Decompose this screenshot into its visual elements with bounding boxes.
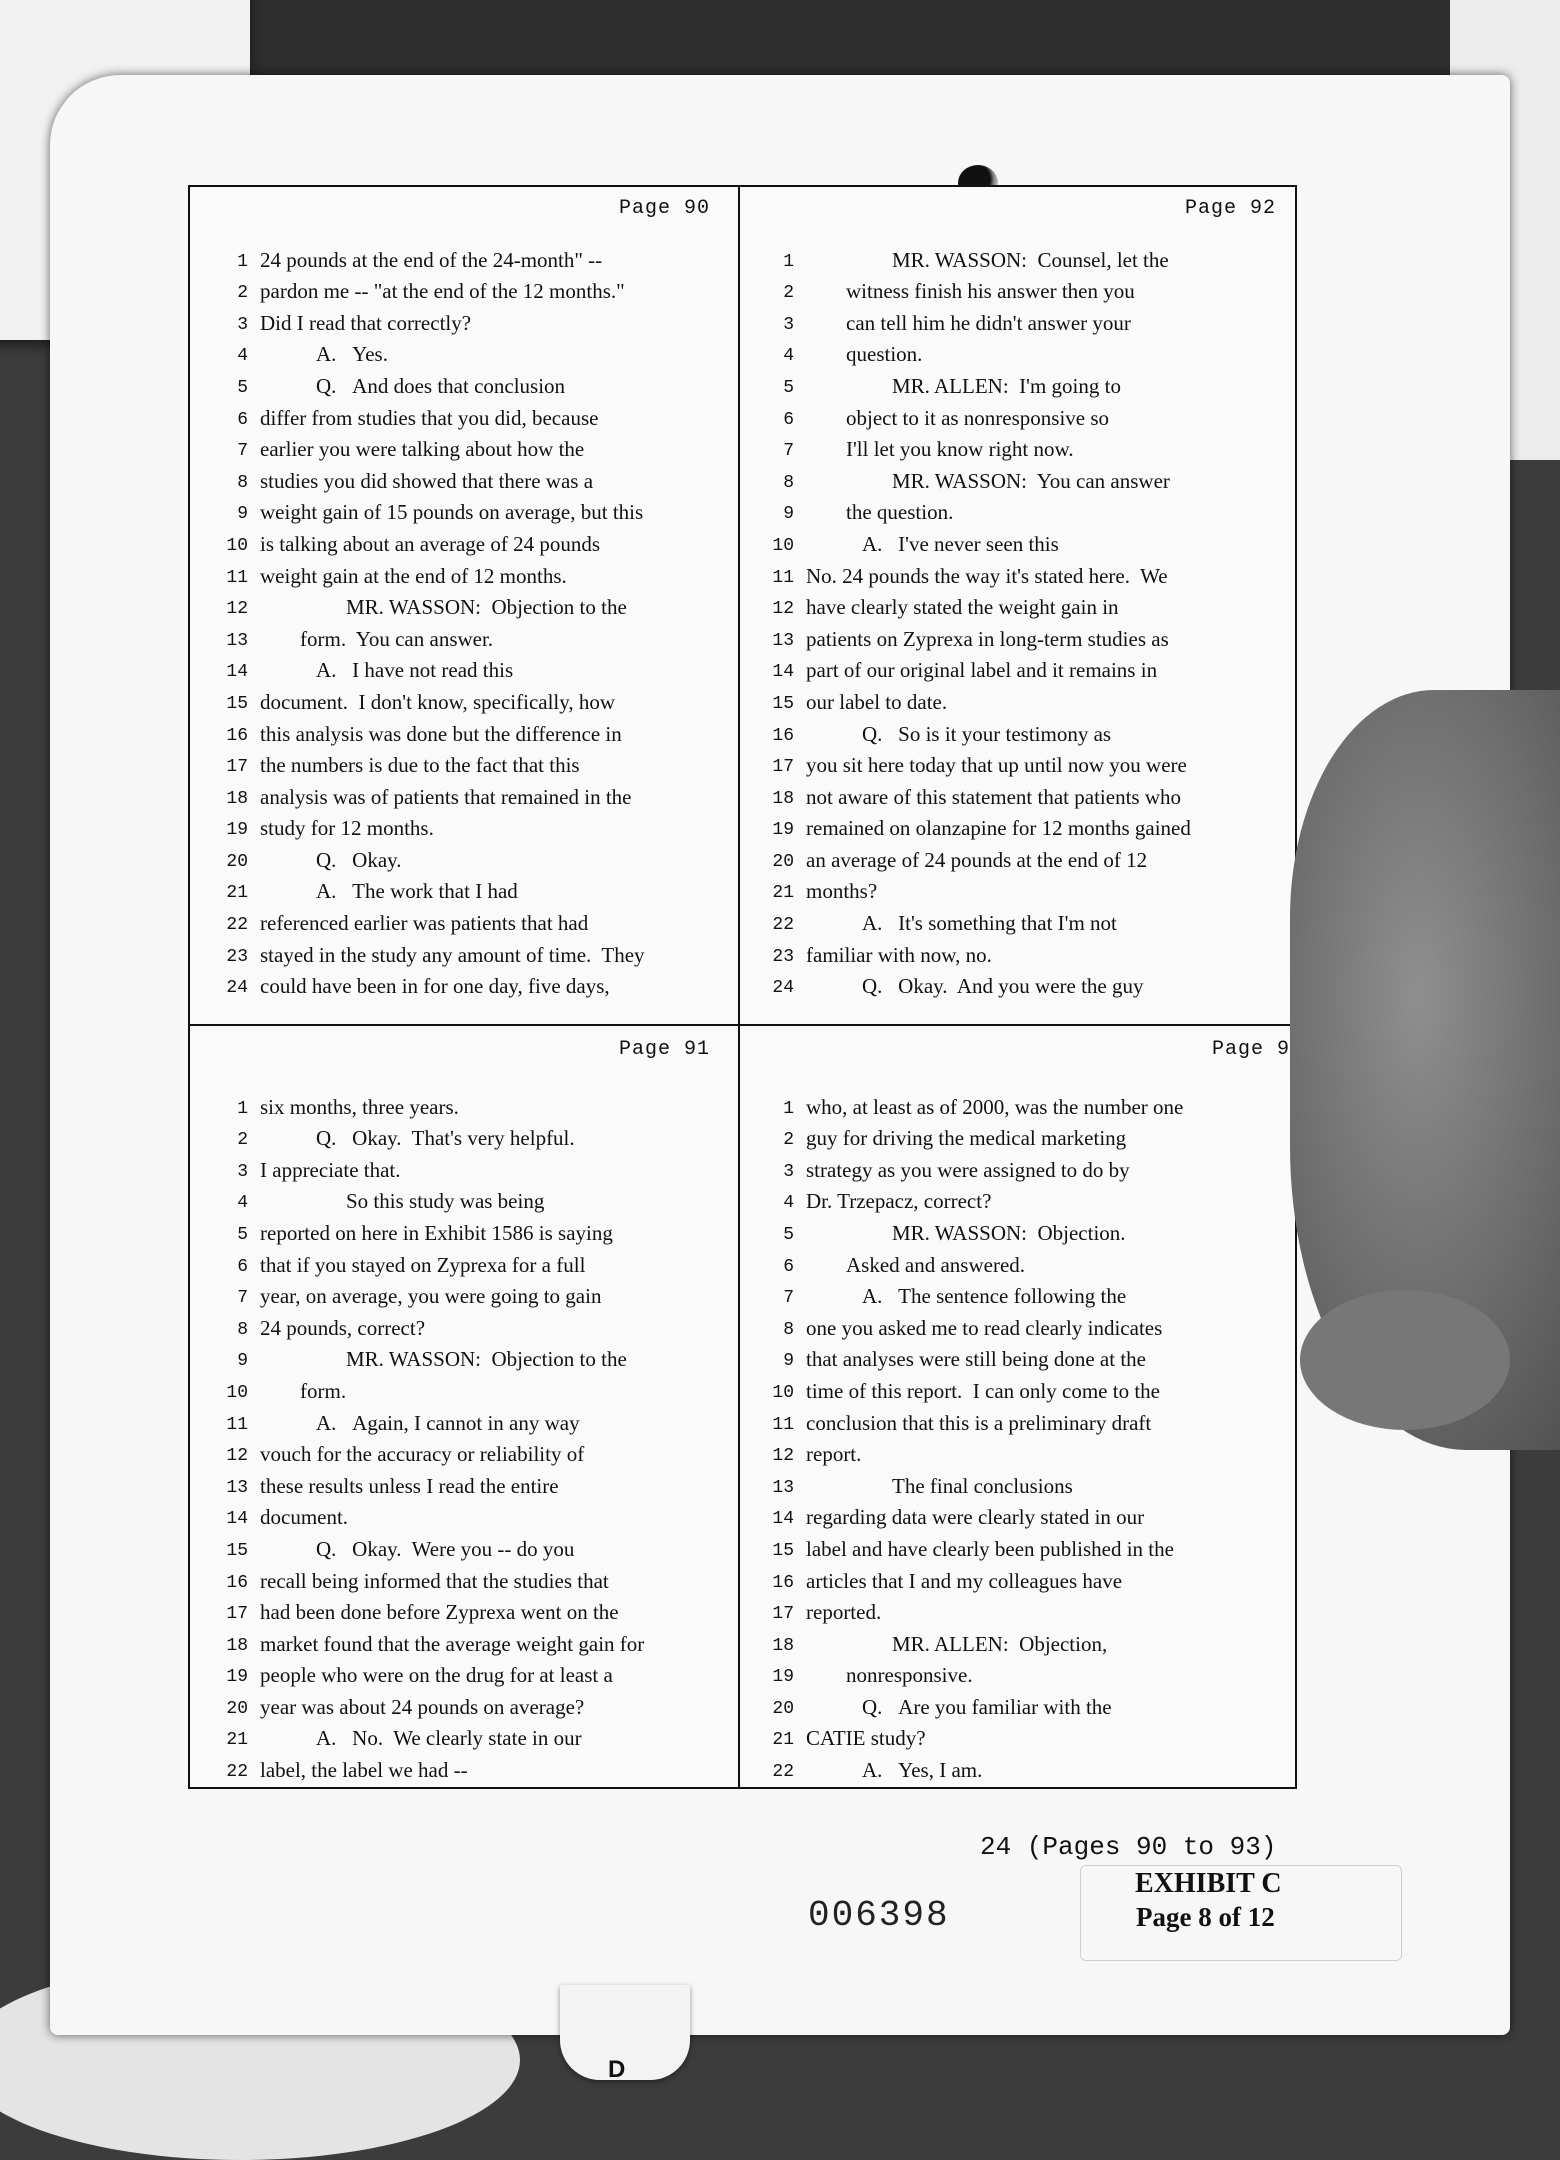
line-text: study for 12 months. <box>260 816 434 841</box>
transcript-line <box>204 1718 724 1750</box>
line-number: 7 <box>783 1288 794 1309</box>
line-text: Q. Are you familiar with the <box>862 1694 1112 1719</box>
line-text: A. No. We clearly state in our <box>316 1726 582 1751</box>
line-number: 8 <box>237 1319 248 1340</box>
line-text: this analysis was done but the difference in <box>260 721 622 746</box>
transcript-line <box>204 492 724 524</box>
line-number: 14 <box>772 1509 794 1530</box>
line-number: 1 <box>237 1098 248 1119</box>
transcript-line <box>750 934 1290 966</box>
line-text: Q. Okay. Were you -- do you <box>316 1536 575 1561</box>
transcript-line <box>204 871 724 903</box>
line-text: can tell him he didn't answer your <box>846 310 1131 335</box>
line-text: 24 pounds, correct? <box>260 1315 426 1340</box>
line-number: 22 <box>772 1762 794 1783</box>
transcript-line <box>750 302 1290 334</box>
line-text: So this study was being <box>346 1189 545 1214</box>
transcript-line <box>750 429 1290 461</box>
transcript-line <box>750 523 1290 555</box>
line-number: 22 <box>226 915 248 936</box>
line-text: MR. WASSON: You can answer <box>892 468 1170 493</box>
transcript-line <box>750 1781 1290 1785</box>
line-number: 13 <box>772 630 794 651</box>
line-text: had been done before Zyprexa went on the <box>260 1600 619 1625</box>
line-number: 4 <box>783 1193 794 1214</box>
line-number: 6 <box>783 409 794 430</box>
line-text: I'll let you know right now. <box>846 437 1074 462</box>
line-number: 7 <box>237 441 248 462</box>
line-number: 15 <box>226 1540 248 1561</box>
transcript-line <box>750 334 1290 366</box>
line-number: 14 <box>226 1509 248 1530</box>
transcript-line <box>204 1592 724 1624</box>
transcript-line <box>204 618 724 650</box>
line-number: 12 <box>772 599 794 620</box>
transcript-line <box>750 618 1290 650</box>
line-number: 21 <box>772 1730 794 1751</box>
line-number: 13 <box>772 1477 794 1498</box>
line-text: A. The sentence following the <box>862 1284 1127 1309</box>
line-number: 9 <box>783 504 794 525</box>
transcript-line <box>204 839 724 871</box>
transcript-line <box>750 776 1290 808</box>
line-text: weight gain of 15 pounds on average, but this <box>260 500 644 525</box>
line-number: 11 <box>226 1414 248 1435</box>
line-number: 24 <box>226 978 248 999</box>
line-text: 24 pounds at the end of the 24-month" -- <box>260 247 603 272</box>
transcript-line <box>750 745 1290 777</box>
line-text: A. It's something that I'm not <box>862 911 1117 936</box>
line-number: 15 <box>772 1540 794 1561</box>
line-text: earlier you were talking about how the <box>260 437 585 462</box>
transcript-lines <box>750 239 1290 997</box>
line-number: 19 <box>226 820 248 841</box>
transcript-line <box>750 839 1290 871</box>
transcript-line <box>204 1497 724 1529</box>
line-text: our label to date. <box>806 689 948 714</box>
line-text: pardon me -- "at the end of the 12 months." <box>260 279 625 304</box>
transcript-page-93 <box>750 1028 1290 1785</box>
transcript-line <box>204 713 724 745</box>
transcript-lines <box>204 1086 724 1785</box>
line-number: 21 <box>772 883 794 904</box>
transcript-line <box>204 1086 724 1118</box>
transcript-lines <box>204 239 724 997</box>
line-text: part of our original label and it remains in <box>806 658 1158 683</box>
line-number: 20 <box>772 851 794 872</box>
line-text: Q. So is it your testimony as <box>862 721 1112 746</box>
line-text: label, the label we had -- <box>260 1758 468 1783</box>
transcript-lines <box>750 1086 1290 1785</box>
line-text: form. <box>300 1378 347 1403</box>
line-number: 22 <box>772 915 794 936</box>
line-number: 21 <box>226 1730 248 1751</box>
line-text: have clearly stated the weight gain in <box>806 595 1119 620</box>
transcript-line <box>204 1560 724 1592</box>
hand-knuckle <box>1300 1290 1510 1430</box>
line-text: MR. ALLEN: Objection, <box>892 1631 1108 1656</box>
line-number: 22 <box>226 1762 248 1783</box>
line-number: 24 <box>772 978 794 999</box>
transcript-page-91 <box>204 1028 724 1785</box>
line-text: year, on average, you were going to gain <box>260 1284 602 1309</box>
transcript-line <box>204 1655 724 1687</box>
line-text: regarding data were clearly stated in our <box>806 1505 1145 1530</box>
line-text: the numbers is due to the fact that this <box>260 753 580 778</box>
line-number: 5 <box>783 377 794 398</box>
transcript-line <box>204 966 724 998</box>
line-number: 18 <box>772 788 794 809</box>
line-number: 12 <box>226 599 248 620</box>
transcript-line <box>204 1370 724 1402</box>
transcript-line <box>204 902 724 934</box>
line-text: Asked and answered. <box>846 1252 1026 1277</box>
line-number: 18 <box>226 1635 248 1656</box>
line-number: 6 <box>783 1256 794 1277</box>
line-number: 12 <box>226 1446 248 1467</box>
transcript-line <box>204 271 724 303</box>
transcript-line <box>204 1686 724 1718</box>
line-text: familiar with now, no. <box>806 942 992 967</box>
line-text: differ from studies that you did, because <box>260 405 599 430</box>
line-number: 8 <box>783 472 794 493</box>
line-number: 16 <box>772 725 794 746</box>
line-number: 20 <box>226 851 248 872</box>
line-text: vouch for the accuracy or reliability of <box>260 1442 585 1467</box>
line-number: 1 <box>237 251 248 272</box>
transcript-line <box>750 871 1290 903</box>
line-number: 20 <box>772 1698 794 1719</box>
line-text: witness finish his answer then you <box>846 279 1135 304</box>
page-number-label: Page 91 <box>618 1038 710 1061</box>
line-text: one you asked me to read clearly indicates <box>806 1315 1163 1340</box>
line-text: Q. Okay. <box>316 847 402 872</box>
line-text: weight gain at the end of 12 months. <box>260 563 567 588</box>
line-number: 17 <box>772 757 794 778</box>
line-text: A. The work that I had <box>316 879 518 904</box>
transcript-line <box>750 1434 1290 1466</box>
line-number: 14 <box>772 662 794 683</box>
line-text: recall being informed that the studies that <box>260 1568 609 1593</box>
line-text: the question. <box>846 500 954 525</box>
transcript-line <box>750 1623 1290 1655</box>
line-number: 12 <box>772 1446 794 1467</box>
transcript-line <box>750 1276 1290 1308</box>
line-number: 11 <box>772 1414 794 1435</box>
transcript-line <box>204 1528 724 1560</box>
line-text: could have been in for one day, five days, <box>260 974 610 999</box>
column-divider <box>738 187 740 1787</box>
line-number: 19 <box>226 1667 248 1688</box>
line-number: 11 <box>226 567 248 588</box>
transcript-line <box>750 966 1290 998</box>
transcript-line <box>750 1370 1290 1402</box>
line-text: MR. WASSON: Objection to the <box>346 1347 627 1372</box>
line-text: who, at least as of 2000, was the number one <box>806 1094 1184 1119</box>
line-number: 23 <box>772 946 794 967</box>
line-text: six months, three years. <box>260 1094 459 1119</box>
line-text: object to it as nonresponsive so <box>846 405 1110 430</box>
transcript-line <box>204 239 724 271</box>
transcript-line <box>204 1402 724 1434</box>
line-number: 8 <box>783 1319 794 1340</box>
line-text: time of this report. I can only come to the <box>806 1378 1160 1403</box>
line-text: articles that I and my colleagues have <box>806 1568 1123 1593</box>
line-text: label and have clearly been published in the <box>806 1536 1174 1561</box>
line-text: these results unless I read the entire <box>260 1473 559 1498</box>
line-text: Dr. Trzepacz, correct? <box>806 1189 992 1214</box>
transcript-line <box>204 302 724 334</box>
line-number: 3 <box>237 1161 248 1182</box>
transcript-line <box>204 1181 724 1213</box>
line-number: 20 <box>226 1698 248 1719</box>
line-text: stayed in the study any amount of time. They <box>260 942 645 967</box>
transcript-line <box>750 1497 1290 1529</box>
line-text: Did I read that correctly? <box>260 310 472 335</box>
transcript-line <box>750 1465 1290 1497</box>
line-number: 13 <box>226 1477 248 1498</box>
transcript-line <box>750 902 1290 934</box>
line-text: patients on Zyprexa in long-term studies as <box>806 626 1169 651</box>
line-text: reported. <box>806 1600 882 1625</box>
transcript-line <box>750 397 1290 429</box>
exhibit-title: EXHIBIT C <box>1135 1868 1282 1899</box>
transcript-line <box>750 1718 1290 1750</box>
transcript-line <box>750 1118 1290 1150</box>
line-number: 2 <box>237 1130 248 1151</box>
transcript-page-92 <box>750 187 1290 1022</box>
line-text: document. I don't know, specifically, how <box>260 689 616 714</box>
line-number: 2 <box>237 283 248 304</box>
bates-number: 006398 <box>808 1895 950 1936</box>
transcript-line <box>204 1749 724 1781</box>
line-text: MR. WASSON: Objection. <box>892 1220 1126 1245</box>
line-text: that analyses were still being done at the <box>806 1347 1146 1372</box>
line-number: 3 <box>237 314 248 335</box>
transcript-line <box>750 365 1290 397</box>
line-text: not aware of this statement that patients who <box>806 784 1181 809</box>
transcript-line <box>204 1276 724 1308</box>
line-text: months? <box>806 879 878 904</box>
transcript-line <box>750 239 1290 271</box>
transcript-line <box>204 1307 724 1339</box>
line-number: 15 <box>772 693 794 714</box>
transcript-line <box>204 808 724 840</box>
transcript-line <box>204 1118 724 1150</box>
transcript-line <box>750 1592 1290 1624</box>
line-number: 3 <box>783 1161 794 1182</box>
line-number: 7 <box>237 1288 248 1309</box>
line-number: 17 <box>226 757 248 778</box>
line-text: you sit here today that up until now you were <box>806 753 1187 778</box>
line-text: A. I have not read this <box>316 658 514 683</box>
line-number: 9 <box>237 504 248 525</box>
line-number: 16 <box>772 1572 794 1593</box>
line-text: document. <box>260 1505 349 1530</box>
transcript-line <box>204 365 724 397</box>
transcript-grid <box>188 185 1297 1789</box>
transcript-line <box>750 1560 1290 1592</box>
page-number-label: Page 92 <box>1184 197 1276 220</box>
line-text: CATIE study? <box>806 1726 926 1751</box>
line-number: 18 <box>226 788 248 809</box>
transcript-line <box>204 1244 724 1276</box>
line-number: 2 <box>783 283 794 304</box>
line-number: 10 <box>772 535 794 556</box>
transcript-line <box>750 460 1290 492</box>
transcript-line <box>204 1434 724 1466</box>
transcript-line <box>204 1339 724 1371</box>
transcript-line <box>750 1528 1290 1560</box>
line-number: 11 <box>772 567 794 588</box>
transcript-line <box>750 1244 1290 1276</box>
footer-page-range: 24 (Pages 90 to 93) <box>980 1832 1277 1862</box>
transcript-line <box>750 1212 1290 1244</box>
line-text: question. <box>846 342 923 367</box>
line-number: 17 <box>772 1604 794 1625</box>
line-number: 18 <box>772 1635 794 1656</box>
line-number: 16 <box>226 725 248 746</box>
transcript-line <box>204 745 724 777</box>
transcript-line <box>204 776 724 808</box>
row-divider <box>190 1024 1295 1026</box>
transcript-line <box>750 1149 1290 1181</box>
line-number: 5 <box>237 377 248 398</box>
line-number: 3 <box>783 314 794 335</box>
transcript-line <box>750 713 1290 745</box>
line-number: 13 <box>226 630 248 651</box>
transcript-line <box>204 1623 724 1655</box>
transcript-line <box>204 1465 724 1497</box>
line-text: I appreciate that. <box>260 1157 401 1182</box>
line-text: Q. Okay. That's very helpful. <box>316 1126 575 1151</box>
index-tab-letter: D <box>608 2056 626 2083</box>
transcript-line <box>750 650 1290 682</box>
transcript-line <box>204 1212 724 1244</box>
line-number: 5 <box>783 1224 794 1245</box>
transcript-line <box>204 555 724 587</box>
line-text: A. Again, I cannot in any way <box>316 1410 580 1435</box>
transcript-line <box>750 1339 1290 1371</box>
transcript-line <box>204 397 724 429</box>
line-number: 17 <box>226 1604 248 1625</box>
line-text: analysis was of patients that remained in the <box>260 784 632 809</box>
line-number: 10 <box>226 535 248 556</box>
line-text: year was about 24 pounds on average? <box>260 1694 585 1719</box>
transcript-line <box>204 587 724 619</box>
line-number: 19 <box>772 820 794 841</box>
line-number: 9 <box>237 1351 248 1372</box>
line-number: 2 <box>783 1130 794 1151</box>
transcript-line <box>750 808 1290 840</box>
line-number: 4 <box>237 346 248 367</box>
line-number: 14 <box>226 662 248 683</box>
transcript-line <box>204 523 724 555</box>
line-text: A. I've never seen this <box>862 531 1059 556</box>
line-text: MR. WASSON: Counsel, let the <box>892 247 1169 272</box>
transcript-line <box>750 681 1290 713</box>
line-text: people who were on the drug for at least a <box>260 1663 613 1688</box>
line-text: conclusion that this is a preliminary draft <box>806 1410 1152 1435</box>
line-number: 8 <box>237 472 248 493</box>
transcript-line <box>750 1402 1290 1434</box>
line-text: form. You can answer. <box>300 626 494 651</box>
line-text: A. Yes, I am. <box>862 1758 983 1783</box>
line-text: MR. ALLEN: I'm going to <box>892 373 1121 398</box>
line-text: A. Yes. <box>316 342 388 367</box>
line-number: 15 <box>226 693 248 714</box>
transcript-line <box>750 555 1290 587</box>
line-number: 1 <box>783 1098 794 1119</box>
transcript-line <box>204 650 724 682</box>
line-number: 23 <box>226 946 248 967</box>
line-text: remained on olanzapine for 12 months gained <box>806 816 1191 841</box>
transcript-line <box>204 429 724 461</box>
exhibit-page-count: Page 8 of 12 <box>1136 1902 1275 1932</box>
line-text: strategy as you were assigned to do by <box>806 1157 1130 1182</box>
transcript-page-90 <box>204 187 724 1022</box>
transcript-line <box>750 1307 1290 1339</box>
line-number: 4 <box>783 346 794 367</box>
transcript-line <box>204 334 724 366</box>
line-text: report. <box>806 1442 862 1467</box>
page-number-label: Page 90 <box>618 197 710 220</box>
transcript-line <box>750 1686 1290 1718</box>
line-text: Q. Okay. And you were the guy <box>862 974 1144 999</box>
line-text: The final conclusions <box>892 1473 1073 1498</box>
line-number: 6 <box>237 409 248 430</box>
transcript-line <box>750 587 1290 619</box>
transcript-line <box>750 271 1290 303</box>
line-number: 5 <box>237 1224 248 1245</box>
line-text: No. 24 pounds the way it's stated here. We <box>806 563 1168 588</box>
line-number: 6 <box>237 1256 248 1277</box>
line-text: that if you stayed on Zyprexa for a full <box>260 1252 586 1277</box>
line-number: 21 <box>226 883 248 904</box>
line-number: 10 <box>226 1382 248 1403</box>
transcript-line <box>204 934 724 966</box>
transcript-line <box>750 1086 1290 1118</box>
line-text: reported on here in Exhibit 1586 is saying <box>260 1220 613 1245</box>
page-number-label: Page 9 <box>1211 1038 1290 1061</box>
line-number: 10 <box>772 1382 794 1403</box>
line-text: MR. WASSON: Objection to the <box>346 595 627 620</box>
line-number: 16 <box>226 1572 248 1593</box>
line-number: 9 <box>783 1351 794 1372</box>
line-text: an average of 24 pounds at the end of 12 <box>806 847 1148 872</box>
transcript-line <box>204 1149 724 1181</box>
transcript-line <box>750 1181 1290 1213</box>
line-number: 7 <box>783 441 794 462</box>
line-text: Q. And does that conclusion <box>316 373 566 398</box>
transcript-line <box>204 681 724 713</box>
line-text: studies you did showed that there was a <box>260 468 594 493</box>
transcript-line <box>750 492 1290 524</box>
line-text: is talking about an average of 24 pounds <box>260 531 600 556</box>
transcript-line <box>750 1749 1290 1781</box>
transcript-line <box>204 460 724 492</box>
line-text: guy for driving the medical marketing <box>806 1126 1127 1151</box>
line-text: referenced earlier was patients that had <box>260 911 589 936</box>
line-text: market found that the average weight gain for <box>260 1631 645 1656</box>
line-number: 4 <box>237 1193 248 1214</box>
line-text: nonresponsive. <box>846 1663 973 1688</box>
transcript-line <box>750 1655 1290 1687</box>
line-number: 1 <box>783 251 794 272</box>
line-number: 19 <box>772 1667 794 1688</box>
